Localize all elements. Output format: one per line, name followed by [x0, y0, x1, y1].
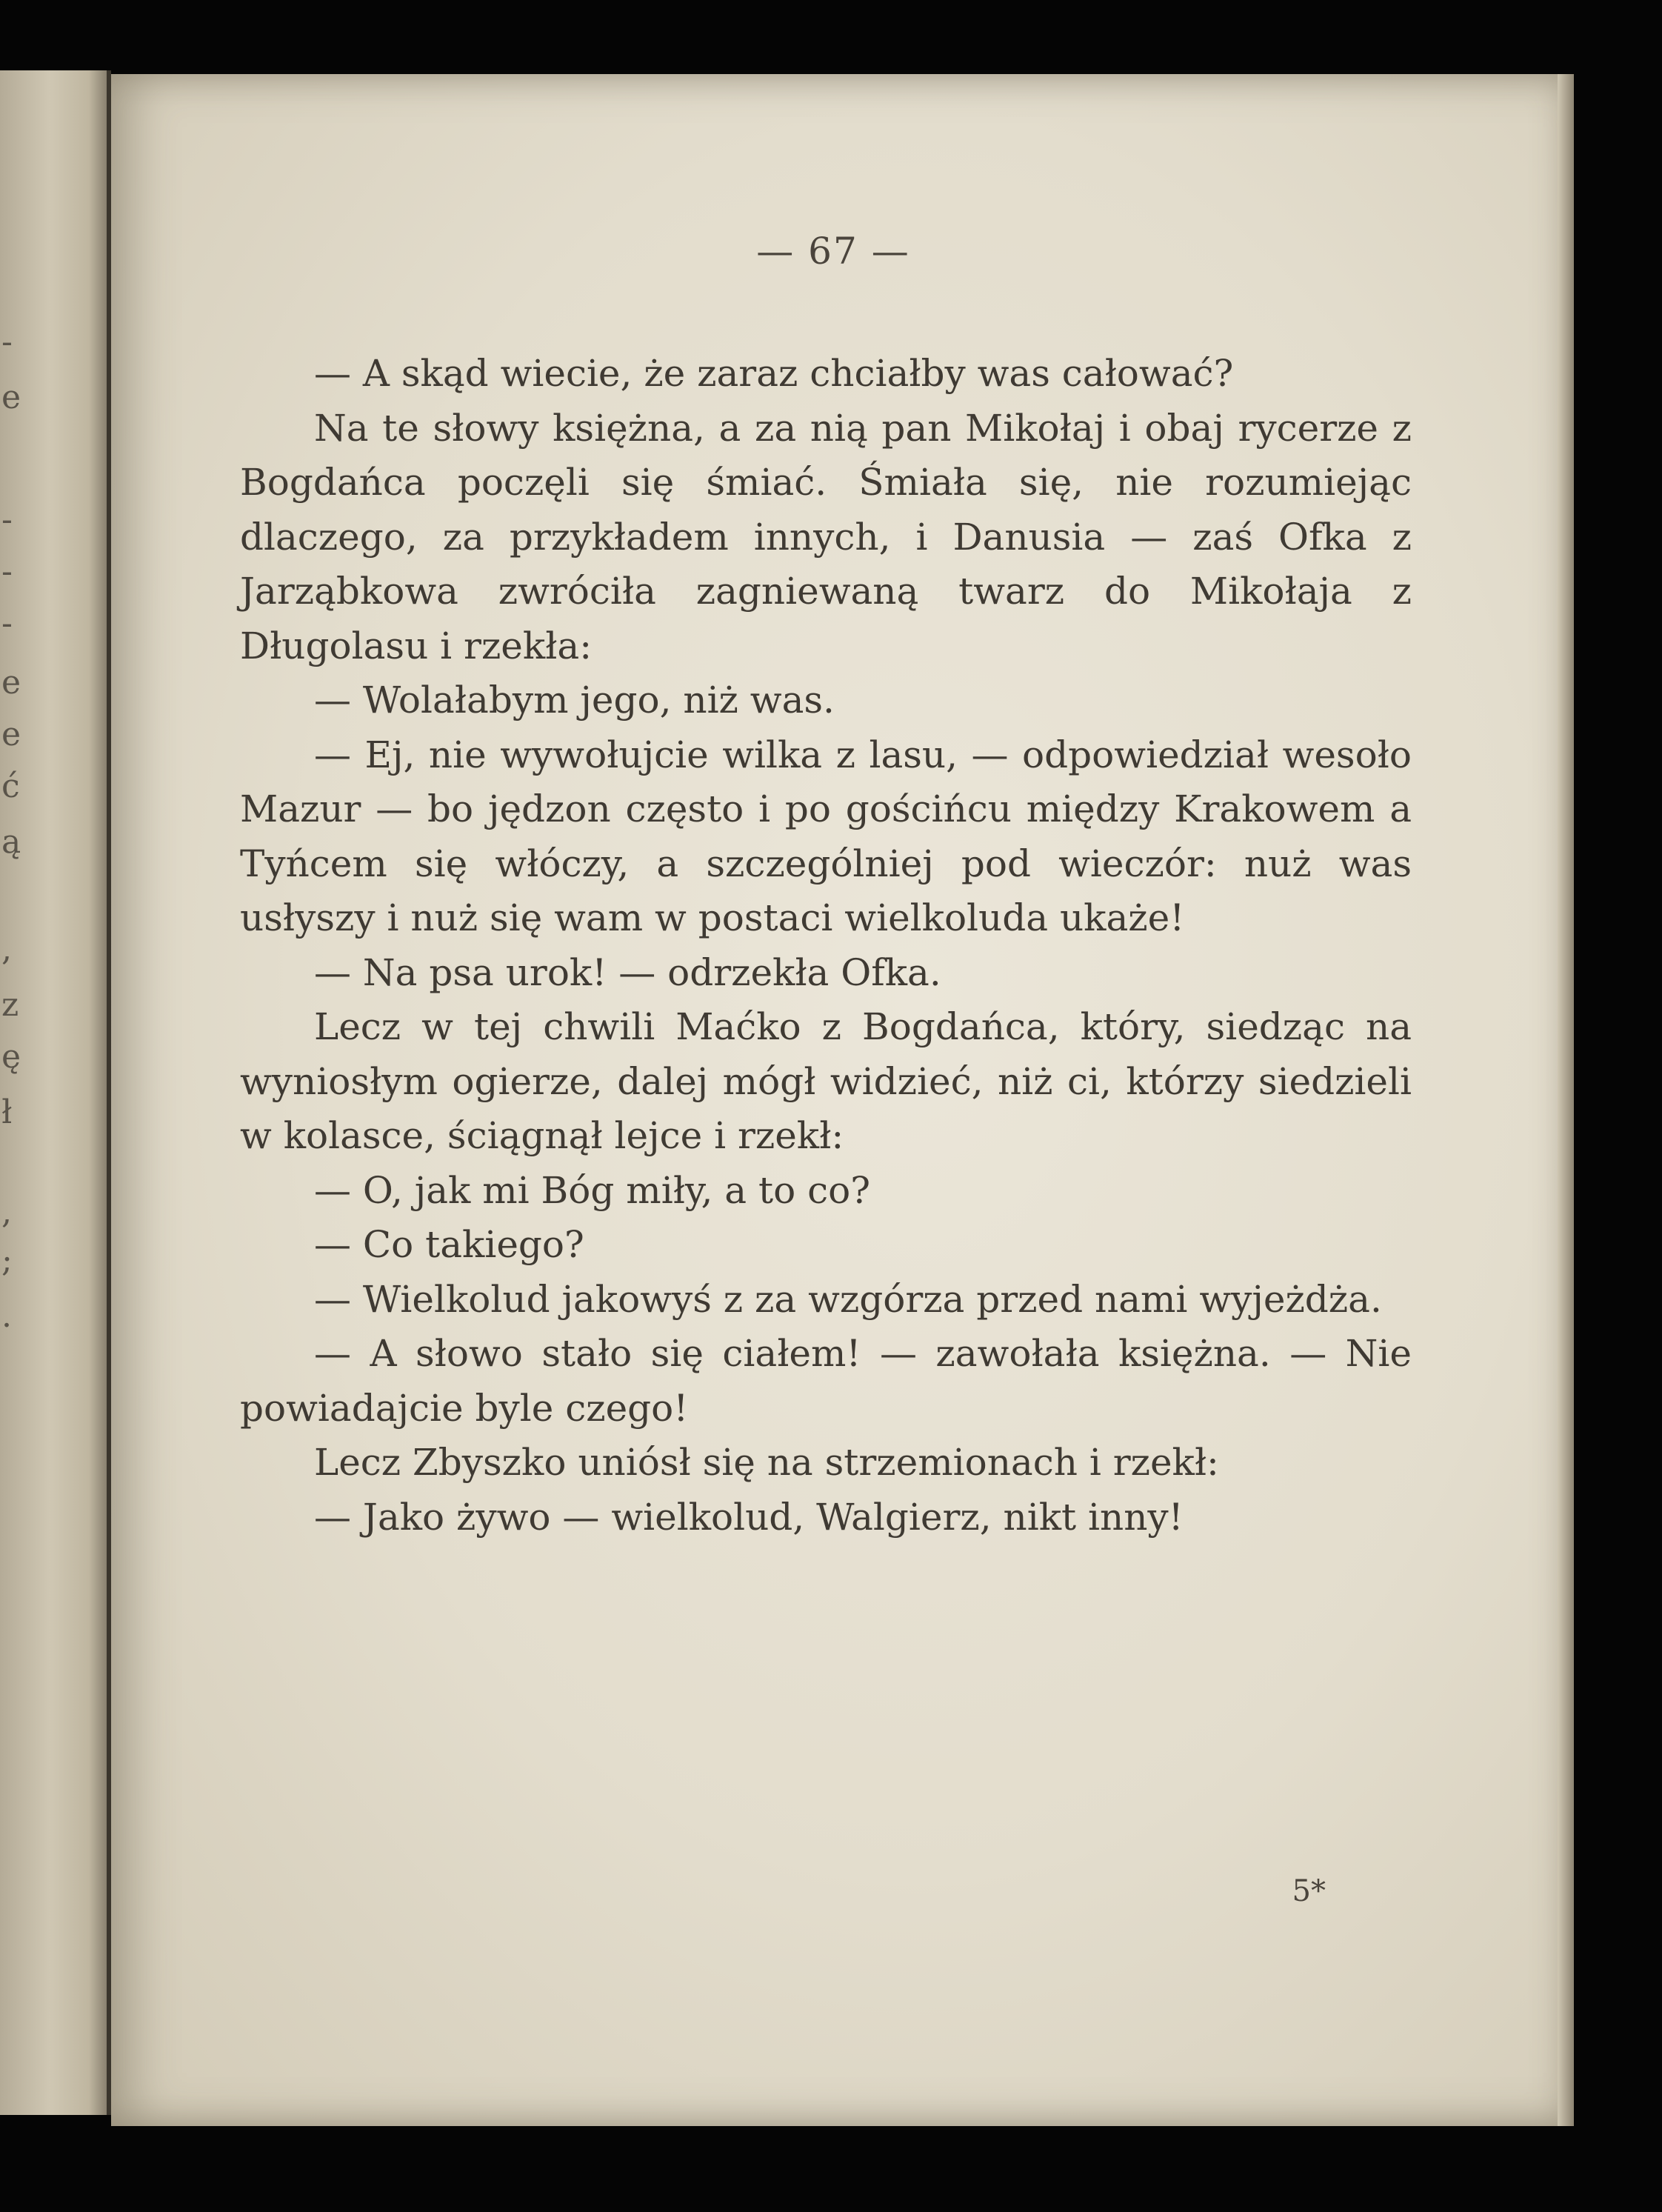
left-fragment: ę [1, 1038, 21, 1076]
paragraph: — A skąd wiecie, że zaraz chciałby was całować? [314, 352, 1234, 395]
left-fragment: ą [1, 823, 21, 861]
paragraph: — Na psa urok! — odrzekła Ofka. [314, 950, 941, 994]
left-facing-page [0, 70, 111, 2115]
left-fragment: ć [1, 767, 20, 805]
left-fragment: - [1, 553, 13, 590]
left-fragment: e [1, 379, 21, 416]
left-fragment: e [1, 664, 21, 702]
paragraph: — Wolałabym jego, niż was. [314, 679, 835, 722]
left-fragment: , [1, 1193, 12, 1231]
left-fragment: ł [1, 1093, 13, 1131]
paragraph: Na te słowy księżna, a za nią pan Mikołaj i obaj rycerze z Bogdańca poczęli się śmiać. Śmiała się, nie rozumiejąc dlaczego, za przykładem innych, i Danusia — zaś Ofka z Jarząbkowa zwróciła zagniewaną twarz do Mikołaja z Długolasu i rzekła: [240, 406, 1412, 667]
paragraph: Lecz Zbyszko uniósł się na strzemionach i rzekł: [314, 1441, 1219, 1484]
page-edge [1558, 74, 1574, 2126]
page-body-text [240, 347, 1412, 1545]
paragraph: — O, jak mi Bóg miły, a to co? [314, 1168, 871, 1212]
paragraph: — Wielkolud jakowyś z za wzgórza przed nami wyjeżdża. [314, 1277, 1382, 1321]
left-fragment: - [1, 604, 13, 642]
left-fragment: . [1, 1297, 12, 1335]
paragraph: — Ej, nie wywołujcie wilka z lasu, — odpowiedział wesoło Mazur — bo jędzon często i po gościńcu między Krakowem a Tyńcem się włóczy, a szczególniej pod wieczór: nuż was usłyszy i nuż się wam w postaci wielkoluda ukaże! [240, 733, 1412, 939]
left-fragment: e [1, 716, 21, 753]
paragraph: — Jako żywo — wielkolud, Walgierz, nikt inny! [314, 1495, 1184, 1539]
left-fragment: , [1, 930, 12, 968]
paragraph: Lecz w tej chwili Maćko z Bogdańca, który, siedząc na wyniosłym ogierze, dalej mógł widzieć, niż ci, którzy siedzieli w kolasce, ściągnął lejce i rzekł: [240, 1005, 1412, 1157]
paragraph: — Co takiego? [314, 1223, 584, 1266]
left-fragment: z [1, 986, 19, 1024]
left-fragment: - [1, 501, 13, 539]
signature-mark: 5* [1292, 1874, 1326, 1908]
paragraph: — A słowo stało się ciałem! — zawołała księżna. — Nie powiadajcie byle czego! [240, 1332, 1412, 1430]
left-fragment: ; [1, 1242, 13, 1279]
book-page [111, 74, 1574, 2126]
left-fragment: - [1, 323, 13, 361]
left-page-text-fragments [0, 70, 111, 2115]
page-number: — 67 — [756, 230, 910, 273]
